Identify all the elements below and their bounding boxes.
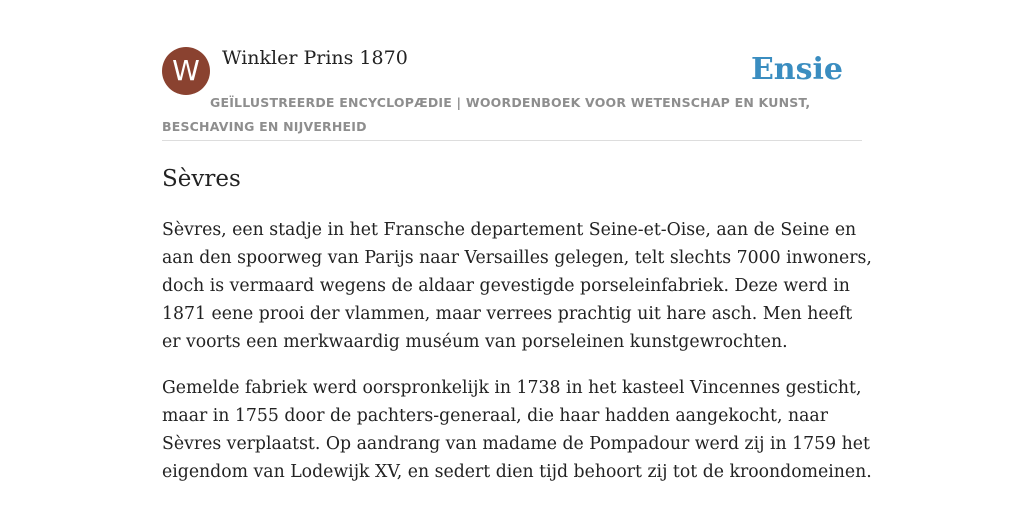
- header: [162, 46, 862, 141]
- article-paragraph: Sèvres, een stadje in het Fransche departement Seine-et-Oise, aan de Seine en aan den spoorweg van Parijs naar Versailles gelegen, telt slechts 7000 inwoners, doch is vermaard wegens de aldaar gevestigde porseleinfabriek. Deze werd in 1871 eene prooi der vlammen, maar verrees prachtig uit hare asch. Men heeft er voorts een merkwaardig muséum van porseleinen kunstgewrochten.: [162, 220, 872, 352]
- ensie-logo-link[interactable]: Ensie: [750, 52, 843, 87]
- source-avatar[interactable]: W: [162, 47, 210, 95]
- article-paragraph: Gemelde fabriek werd oorspronkelijk in 1738 in het kasteel Vincennes gesticht, maar in 1755 door de pachters-generaal, die haar hadden aangekocht, naar Sèvres verplaatst. Op aandrang van madame de Pompadour werd zij in 1759 het eigendom van Lodewijk XV, en sedert dien tijd behoort zij tot de kroondomeinen.: [162, 378, 872, 482]
- source-title-link[interactable]: Winkler Prins 1870: [222, 47, 408, 69]
- source-subtitle: GEÏLLUSTREERDE ENCYCLOPÆDIE | WOORDENBOEK VOOR WETENSCHAP EN KUNST, BESCHAVING EN NIJVERHEID: [162, 95, 811, 134]
- article-title: Sèvres: [162, 166, 241, 192]
- article-body: [162, 216, 872, 504]
